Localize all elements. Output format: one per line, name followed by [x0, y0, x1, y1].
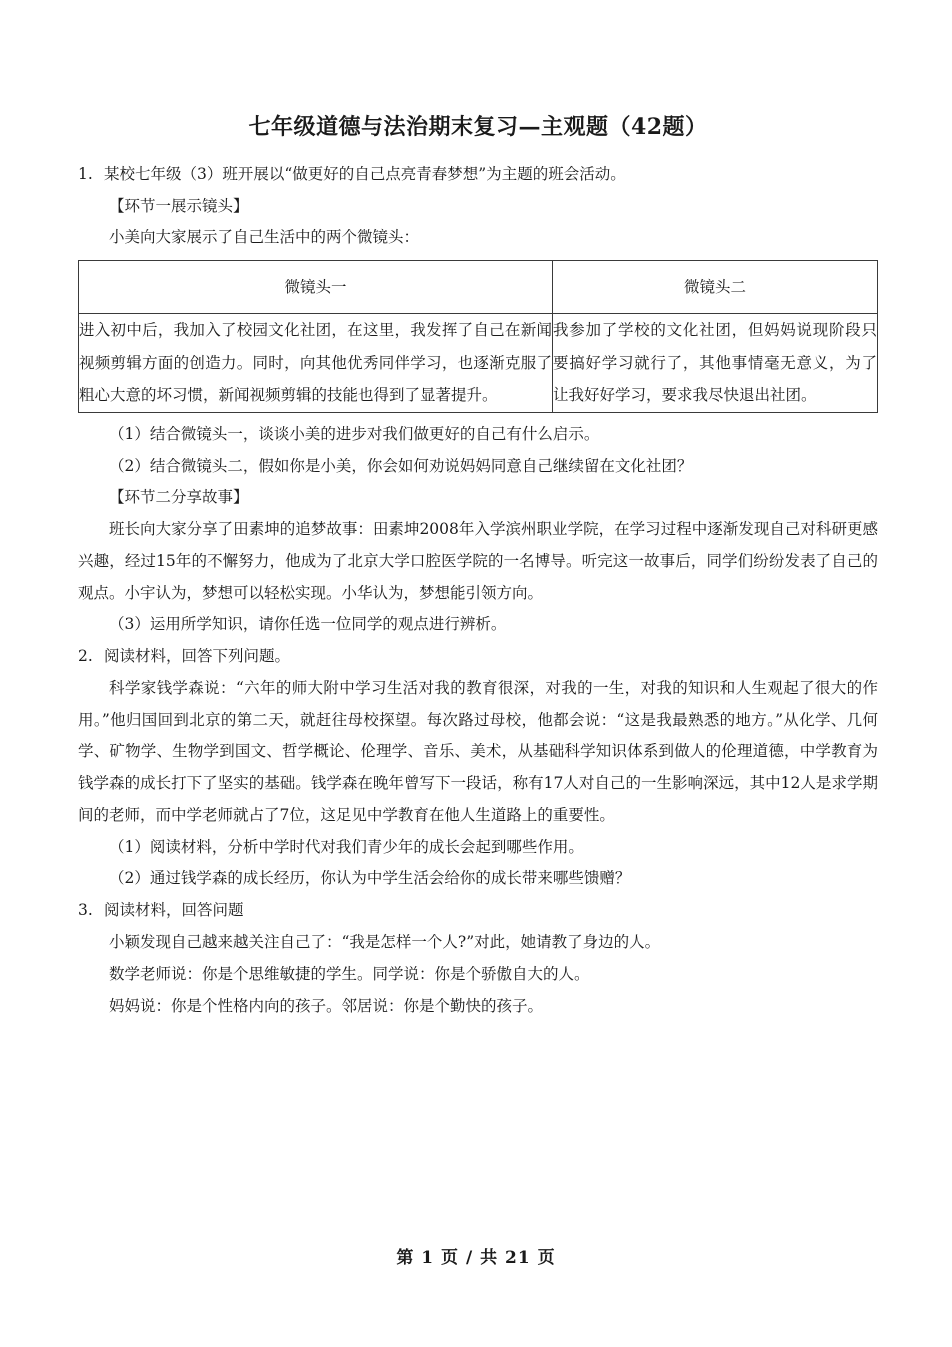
page-title: 七年级道德与法治期末复习—主观题（42题） [248, 114, 708, 140]
table-body-cell-1: 进入初中后，我加入了校园文化社团，在这里，我发挥了自己在新闻视频剪辑方面的创造力。同时，向其他优秀同伴学习，也逐渐克服了粗心大意的坏习惯，新闻视频剪辑的技能也得到了显著提升。 [79, 314, 553, 413]
question-2-stem-row [78, 641, 878, 673]
question-1-sub-1: （1）结合微镜头一，谈谈小美的进步对我们做更好的自己有什么启示。 [109, 424, 600, 443]
question-3-stem-row [78, 895, 878, 927]
question-1-stem: 某校七年级（3）班开展以“做更好的自己点亮青春梦想”为主题的班会活动。 [104, 164, 626, 183]
question-1-section-2-heading: 【环节二分享故事】 [109, 488, 249, 507]
document-content [78, 112, 878, 1022]
page-footer: 第 1 页 / 共 21 页 [396, 1248, 556, 1268]
question-3-stem: 阅读材料，回答问题 [104, 901, 244, 920]
question-1 [78, 159, 878, 641]
question-3 [78, 895, 878, 1022]
question-3-line-3: 妈妈说：你是个性格内向的孩子。邻居说：你是个勤快的孩子。 [109, 996, 544, 1015]
question-1-number: 1. [78, 164, 93, 183]
question-1-section-2-body: 班长向大家分享了田素坤的追梦故事：田素坤2008年入学滨州职业学院，在学习过程中逐渐发现自己对科研更感兴趣，经过15年的不懈努力，他成为了北京大学口腔医学院的一名博导。听完这一故事后，同学们纷纷发表了自己的观点。小宇认为，梦想可以轻松实现。小华认为，梦想能引领方向。 [78, 520, 878, 602]
table-body-cell-2: 我参加了学校的文化社团，但妈妈说现阶段只要搞好学习就行了，其他事情毫无意义，为了让我好好学习，要求我尽快退出社团。 [553, 314, 878, 413]
micro-lens-table [78, 260, 878, 413]
question-2-sub-1: （1）阅读材料，分析中学时代对我们青少年的成长会起到哪些作用。 [109, 837, 584, 856]
question-2-sub-2: （2）通过钱学森的成长经历，你认为中学生活会给你的成长带来哪些馈赠？ [109, 869, 631, 888]
question-3-number: 3. [78, 901, 93, 920]
question-1-sub-3: （3）运用所学知识，请你任选一位同学的观点进行辨析。 [109, 615, 507, 634]
table-header-cell-2: 微镜头二 [553, 261, 878, 314]
question-1-sub-2: （2）结合微镜头二，假如你是小美，你会如何劝说妈妈同意自己继续留在文化社团？ [109, 456, 693, 475]
question-2-number: 2. [78, 647, 93, 666]
table-row-body [79, 314, 878, 413]
question-2 [78, 641, 878, 895]
question-3-line-1: 小颖发现自己越来越关注自己了：“我是怎样一个人?”对此，她请教了身边的人。 [109, 932, 661, 951]
question-1-section-1-heading: 【环节一展示镜头】 [109, 196, 249, 215]
table-header-cell-1: 微镜头一 [79, 261, 553, 314]
question-1-stem-row [78, 159, 878, 191]
question-2-stem: 阅读材料，回答下列问题。 [104, 647, 291, 666]
question-3-line-2: 数学老师说：你是个思维敏捷的学生。同学说：你是个骄傲自大的人。 [109, 964, 590, 983]
question-1-section-1-lead: 小美向大家展示了自己生活中的两个微镜头： [109, 228, 420, 247]
table-row-header [79, 261, 878, 314]
question-2-material: 科学家钱学森说：“六年的师大附中学习生活对我的教育很深，对我的一生，对我的知识和人生观起了很大的作用。”他归国回到北京的第二天，就赶往母校探望。每次路过母校，他都会说：“这是我最熟悉的地方。”从化学、几何学、矿物学、生物学到国文、哲学概论、伦理学、音乐、美术，从基础科学知识体系到做人的伦理道德，中学教育为钱学森的成长打下了坚实的基础。钱学森在晚年曾写下一段话，称有17人对自己的一生影响深远，其中12人是求学期间的老师，而中学老师就占了7位，这足见中学教育在他人生道路上的重要性。 [78, 678, 878, 824]
